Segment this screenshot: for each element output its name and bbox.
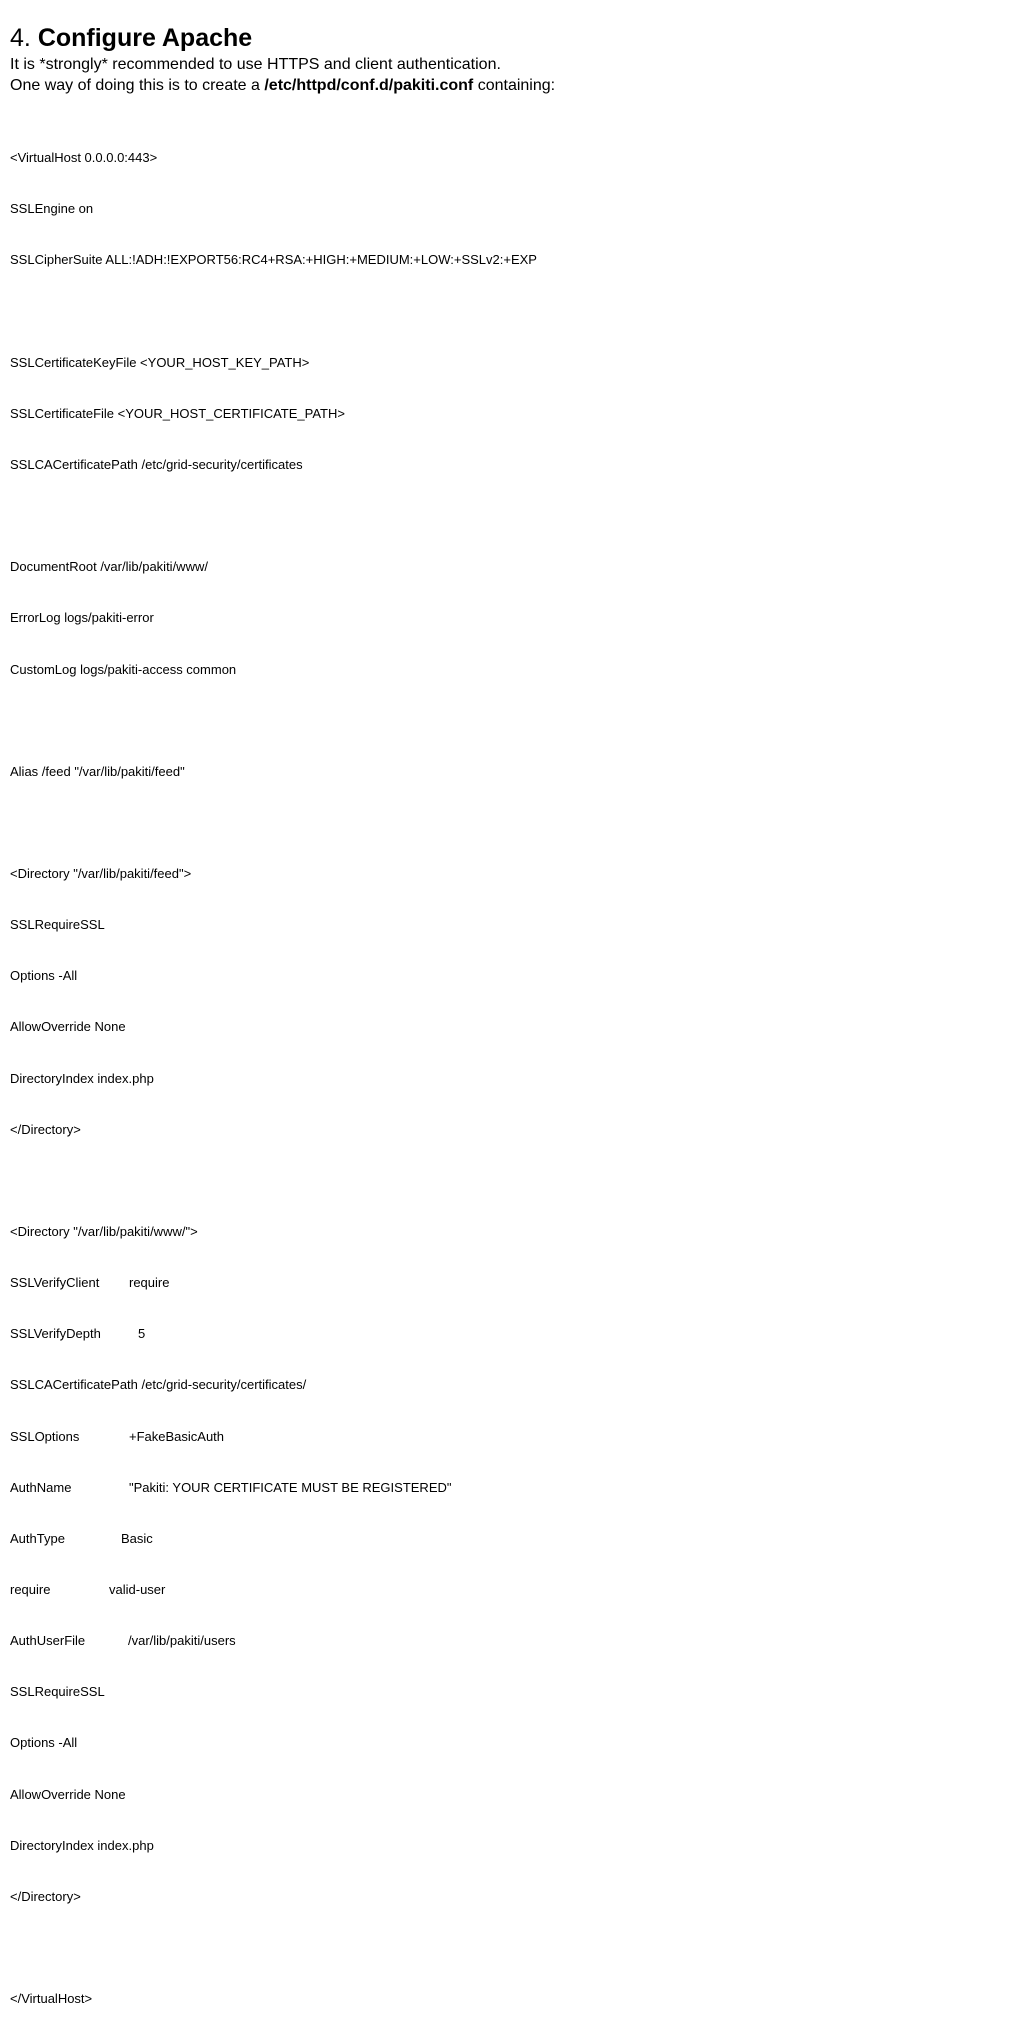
config-line: SSLEngine on bbox=[10, 201, 94, 217]
config-line: <Directory "/var/lib/pakiti/feed"> bbox=[10, 866, 192, 882]
blank-line bbox=[10, 712, 1010, 729]
config-line: </VirtualHost> bbox=[10, 1991, 93, 2007]
config-line: Options -All bbox=[10, 1735, 78, 1751]
config-line bbox=[10, 1428, 1010, 1445]
directive-value: 5 bbox=[138, 1326, 146, 1342]
section-title: Configure Apache bbox=[37, 24, 253, 52]
directive-value: valid-user bbox=[109, 1582, 166, 1598]
config-line: DirectoryIndex index.php bbox=[10, 1837, 154, 1853]
config-line: Alias /feed "/var/lib/pakiti/feed" bbox=[10, 763, 185, 779]
config-line bbox=[10, 1530, 1010, 1547]
directive-value: /var/lib/pakiti/users bbox=[128, 1633, 236, 1649]
config-line: CustomLog logs/pakiti-access common bbox=[10, 661, 237, 677]
config-line bbox=[10, 1274, 1010, 1291]
config-line: SSLCertificateFile <YOUR_HOST_CERTIFICATE_PATH> bbox=[10, 405, 345, 421]
config-line bbox=[10, 1632, 1010, 1649]
document-page bbox=[10, 22, 1010, 2041]
directive-key: SSLVerifyClient bbox=[10, 1275, 100, 1291]
config-line bbox=[10, 1479, 1010, 1496]
blank-line bbox=[10, 507, 1010, 524]
config-file-path: /etc/httpd/conf.d/pakiti.conf bbox=[264, 77, 474, 94]
config-line: ErrorLog logs/pakiti-error bbox=[10, 610, 154, 626]
config-line: Options -All bbox=[10, 968, 78, 984]
intro-line-2 bbox=[10, 75, 1010, 96]
intro-line-2-suffix: containing: bbox=[473, 77, 556, 94]
directive-value: require bbox=[129, 1275, 170, 1291]
config-line: <Directory "/var/lib/pakiti/www/"> bbox=[10, 1224, 198, 1240]
config-line: SSLRequireSSL bbox=[10, 1684, 105, 1700]
blank-line bbox=[10, 1939, 1010, 1956]
intro-line-1: It is *strongly* recommended to use HTTPS and client authentication. bbox=[10, 56, 501, 73]
directive-value: "Pakiti: YOUR CERTIFICATE MUST BE REGISTERED" bbox=[129, 1479, 452, 1495]
section-number: 4. bbox=[10, 24, 31, 52]
config-line: AllowOverride None bbox=[10, 1786, 126, 1802]
blank-line bbox=[10, 303, 1010, 320]
directive-key: SSLVerifyDepth bbox=[10, 1326, 101, 1342]
intro-line-2-prefix: One way of doing this is to create a bbox=[10, 77, 265, 94]
config-line: SSLCipherSuite ALL:!ADH:!EXPORT56:RC4+RSA:+HIGH:+MEDIUM:+LOW:+SSLv2:+EXP bbox=[10, 252, 537, 268]
config-line: SSLCACertificatePath /etc/grid-security/certificates bbox=[10, 456, 303, 472]
directive-key: AuthName bbox=[10, 1479, 72, 1495]
config-line: AllowOverride None bbox=[10, 1019, 126, 1035]
directive-value: +FakeBasicAuth bbox=[129, 1428, 225, 1444]
blank-line bbox=[10, 814, 1010, 831]
config-line: DocumentRoot /var/lib/pakiti/www/ bbox=[10, 559, 208, 575]
config-line: SSLCACertificatePath /etc/grid-security/certificates/ bbox=[10, 1377, 307, 1393]
config-line: <VirtualHost 0.0.0.0:443> bbox=[10, 150, 158, 166]
directive-value: Basic bbox=[121, 1530, 153, 1546]
apache-config-block bbox=[10, 96, 1010, 2041]
config-line: SSLRequireSSL bbox=[10, 917, 105, 933]
blank-line bbox=[10, 1172, 1010, 1189]
config-line bbox=[10, 1581, 1010, 1598]
section-heading bbox=[10, 22, 1010, 54]
config-line: SSLCertificateKeyFile <YOUR_HOST_KEY_PATH> bbox=[10, 354, 310, 370]
config-line: DirectoryIndex index.php bbox=[10, 1070, 154, 1086]
config-line: </Directory> bbox=[10, 1888, 81, 1904]
directive-key: AuthUserFile bbox=[10, 1633, 86, 1649]
config-line bbox=[10, 1325, 1010, 1342]
directive-key: AuthType bbox=[10, 1530, 65, 1546]
config-line: </Directory> bbox=[10, 1121, 81, 1137]
directive-key: require bbox=[10, 1582, 51, 1598]
directive-key: SSLOptions bbox=[10, 1428, 80, 1444]
